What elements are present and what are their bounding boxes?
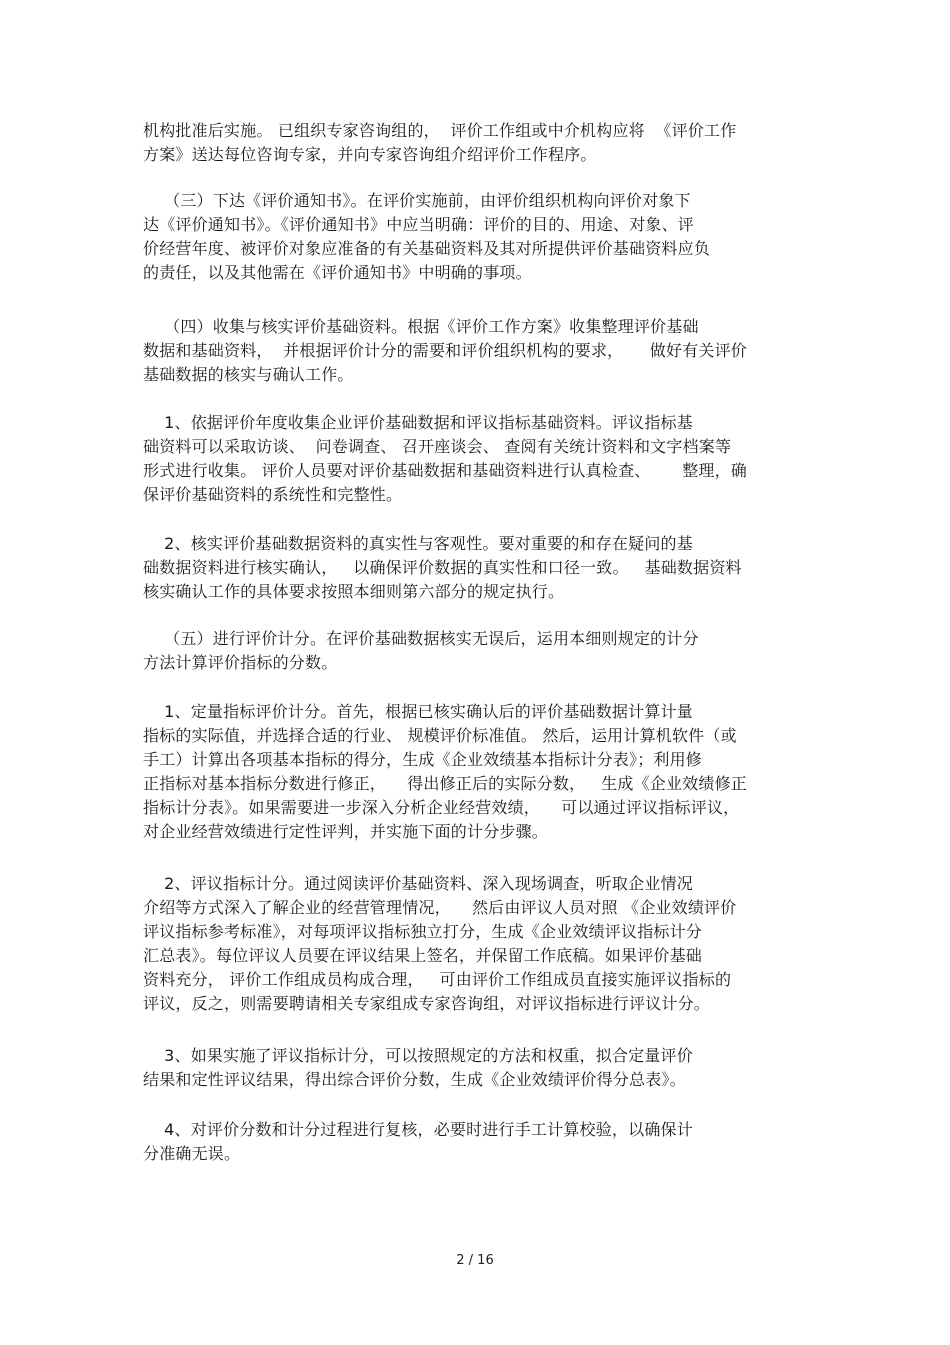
text-line: 的责任，以及其他需在《评价通知书》中明确的事项。 (143, 263, 532, 282)
text-line: 资料充分， 评价工作组成员构成合理， 可由评价工作组成员直接实施评议指标的 (143, 970, 732, 989)
paragraph-1 (143, 119, 823, 167)
text-line: 评议，反之，则需要聘请相关专家组成专家咨询组，对评议指标进行评议计分。 (143, 994, 711, 1013)
text-line: 介绍等方式深入了解企业的经营管理情况， 然后由评议人员对照 《企业效绩评价 (143, 898, 737, 917)
text-line: 汇总表》。每位评议人员要在评议结果上签名，并保留工作底稿。如果评价基础 (143, 946, 703, 965)
paragraph-10 (143, 1118, 823, 1166)
text-line: 1、依据评价年度收集企业评价基础数据和评议指标基础资料。评议指标基 (143, 413, 693, 432)
text-line: 指标计分表》。如果需要进一步深入分析企业经营效绩， 可以通过评议指标评议， (143, 798, 740, 817)
text-line: 结果和定性评议结果，得出综合评价分数，生成《企业效绩评价得分总表》。 (143, 1070, 686, 1089)
text-line: 4、对评价分数和计分过程进行复核，必要时进行手工计算校验，以确保计 (143, 1120, 693, 1139)
text-line: 手工）计算出各项基本指标的得分，生成《企业效绩基本指标计分表》；利用修 (143, 750, 703, 769)
text-line: 2、评议指标计分。通过阅读评价基础资料、深入现场调查，听取企业情况 (143, 874, 693, 893)
paragraph-3 (143, 315, 823, 387)
text-line: （三）下达《评价通知书》。在评价实施前，由评价组织机构向评价对象下 (143, 191, 691, 210)
paragraph-8 (143, 872, 823, 1016)
text-line: 核实确认工作的具体要求按照本细则第六部分的规定执行。 (143, 582, 565, 601)
text-line: 保评价基础资料的系统性和完整性。 (143, 485, 403, 504)
text-line: 机构批准后实施。 已组织专家咨询组的， 评价工作组或中介机构应将 《评价工作 (143, 121, 737, 140)
text-line: 方法计算评价指标的分数。 (143, 653, 338, 672)
text-line: 数据和基础资料， 并根据评价计分的需要和评价组织机构的要求， 做好有关评价 (143, 341, 748, 360)
paragraph-4 (143, 411, 823, 507)
text-line: 基础数据的核实与确认工作。 (143, 365, 354, 384)
text-line: 达《评价通知书》。《评价通知书》中应当明确：评价的目的、用途、对象、评 (143, 215, 695, 234)
text-line: （五）进行评价计分。在评价基础数据核实无误后，运用本细则规定的计分 (143, 629, 699, 648)
text-line: 分准确无误。 (143, 1144, 241, 1163)
paragraph-6 (143, 627, 823, 675)
text-line: 3、如果实施了评议指标计分，可以按照规定的方法和权重，拟合定量评价 (143, 1046, 693, 1065)
text-line: （四）收集与核实评价基础资料。根据《评价工作方案》收集整理评价基础 (143, 317, 699, 336)
paragraph-5 (143, 532, 823, 604)
text-line: 础资料可以采取访谈、 问卷调查、 召开座谈会、 查阅有关统计资料和文字档案等 (143, 437, 732, 456)
text-line: 指标的实际值，并选择合适的行业、 规模评价标准值。 然后，运用计算机软件（或 (143, 726, 737, 745)
text-line: 础数据资料进行核实确认， 以确保评价数据的真实性和口径一致。 基础数据资料 (143, 558, 742, 577)
text-line: 方案》送达每位咨询专家，并向专家咨询组介绍评价工作程序。 (143, 145, 597, 164)
paragraph-9 (143, 1044, 823, 1092)
text-line: 1、定量指标评价计分。首先，根据已核实确认后的评价基础数据计算计量 (143, 702, 693, 721)
text-line: 对企业经营效绩进行定性评判，并实施下面的计分步骤。 (143, 822, 549, 841)
text-line: 价经营年度、被评价对象应准备的有关基础资料及其对所提供评价基础资料应负 (143, 239, 711, 258)
text-line: 形式进行收集。 评价人员要对评价基础数据和基础资料进行认真检查、 整理，确 (143, 461, 748, 480)
page-number: 2 / 16 (456, 1253, 494, 1268)
paragraph-7 (143, 700, 823, 844)
text-line: 2、核实评价基础数据资料的真实性与客观性。要对重要的和存在疑问的基 (143, 534, 693, 553)
text-line: 评议指标参考标准》，对每项评议指标独立打分，生成《企业效绩评议指标计分 (143, 922, 703, 941)
paragraph-2 (143, 189, 823, 285)
text-line: 正指标对基本指标分数进行修正， 得出修正后的实际分数， 生成《企业效绩修正 (143, 774, 748, 793)
